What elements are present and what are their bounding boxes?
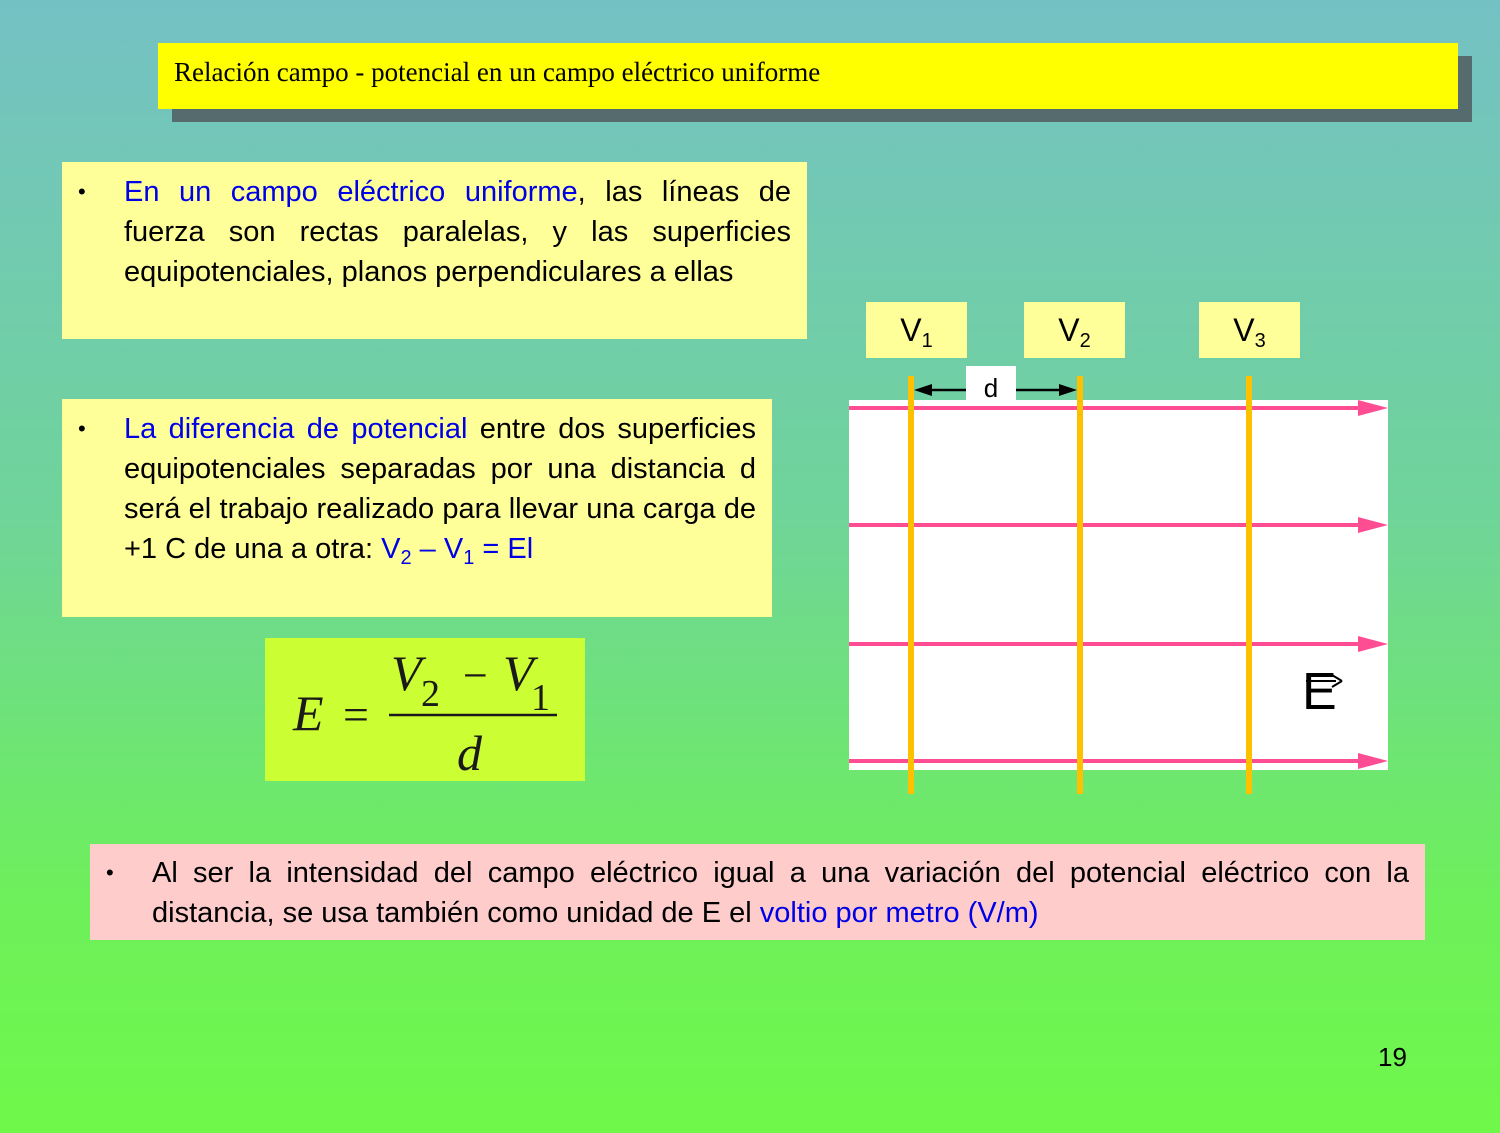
potential-difference-highlight: La diferencia de potencial [124, 413, 468, 445]
formula-num-sub2: 2 [421, 673, 440, 715]
units-highlight: voltio por metro (V/m) [759, 897, 1039, 929]
formula-num-v1: V [503, 645, 534, 701]
equipotential-label-v1: $V_1$ [866, 302, 967, 358]
bullet-icon: • [78, 179, 86, 204]
eq-sub1: 1 [463, 547, 475, 569]
equipotential-label-v2: $V_2$ [1024, 302, 1125, 358]
distance-arrowhead-right [1059, 384, 1077, 396]
uniform-field-highlight: En un campo eléctrico uniforme [124, 176, 578, 208]
field-label: E [1302, 663, 1337, 721]
page-number: 19 [1378, 1042, 1407, 1072]
distance-label: d [966, 366, 1016, 406]
slide-title: Relación campo - potencial en un campo eléctrico uniforme [158, 43, 1458, 109]
formula-den: d [457, 725, 482, 781]
eq-v2: V [381, 533, 401, 565]
formula-num-sub1: 1 [531, 677, 550, 719]
field-line-arrowhead [1358, 636, 1388, 652]
formula-num-minus: − [463, 651, 488, 700]
potential-difference-rest: entre dos superficies equipotenciales separadas por una distancia d será el trabajo realizado para llevar una carga de +1 C de una a otra: [124, 413, 756, 565]
bullet-icon: • [78, 416, 86, 441]
bullet-icon: • [106, 860, 114, 885]
units-text-main: Al ser la intensidad del campo eléctrico igual a una variación del potencial eléctrico con la distancia, se usa también como unidad de E el [152, 857, 1409, 929]
field-line-arrowhead [1358, 400, 1388, 416]
uniform-field-rest: , las líneas de fuerza son rectas paralelas, y las superficies equipotenciales, planos perpendiculares a ellas [124, 176, 791, 288]
formula-num-v2: V [391, 645, 422, 701]
field-line-arrowhead [1358, 517, 1388, 533]
eq-sub2: 2 [400, 547, 412, 569]
units-text [152, 853, 1409, 933]
formula-lhs: E [293, 685, 324, 741]
distance-arrowhead-left [914, 384, 932, 396]
formula-equals: = [343, 689, 369, 740]
field-line-arrowhead [1358, 753, 1388, 769]
equipotential-label-v3: $V_3$ [1199, 302, 1300, 358]
text-box-units [90, 844, 1425, 940]
equipotential-lines [911, 376, 1249, 794]
eq-tail: = El [474, 533, 534, 565]
eq-minus-v1: – V [411, 533, 464, 565]
